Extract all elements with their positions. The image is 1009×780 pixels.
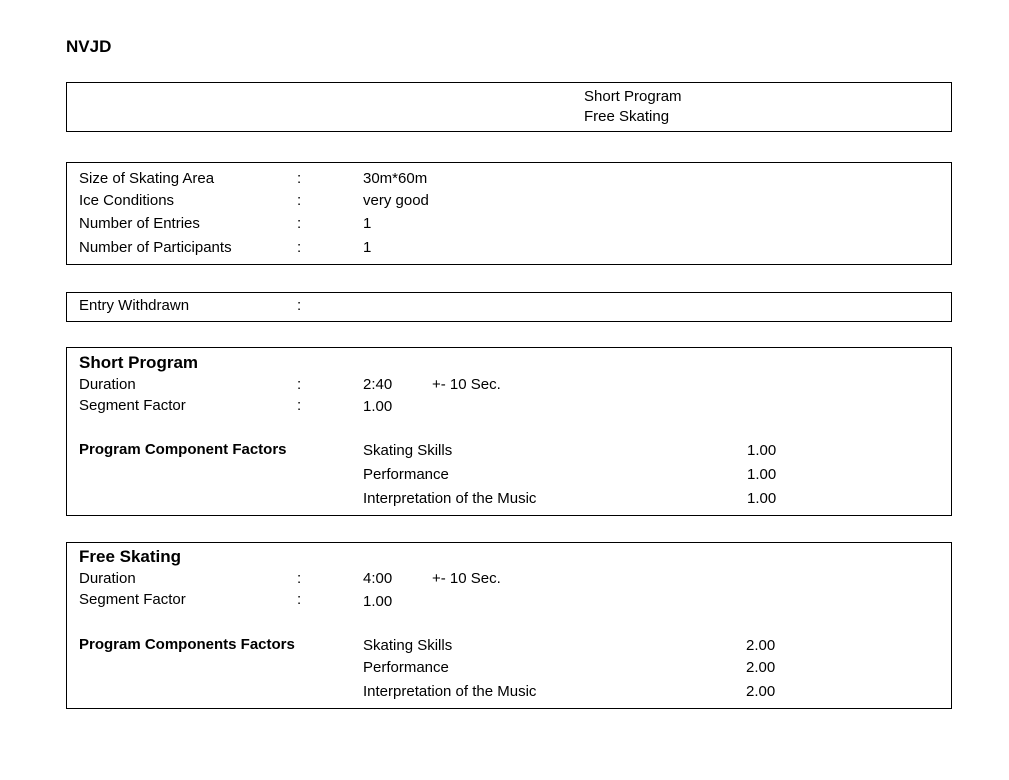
fs-component-name: Skating Skills: [363, 637, 453, 654]
sp-component-value: 1.00: [747, 490, 777, 507]
fs-component-value: 2.00: [746, 683, 776, 700]
fs-duration-tolerance: +- 10 Sec.: [432, 570, 501, 587]
sp-component-value: 1.00: [747, 442, 777, 459]
info-label: Ice Conditions: [79, 192, 175, 209]
info-separator: :: [297, 239, 302, 256]
info-value: 1: [363, 215, 372, 232]
fs-duration-value: 4:00: [363, 570, 393, 587]
info-separator: :: [297, 192, 302, 209]
info-separator: :: [297, 215, 302, 232]
withdrawn-separator: :: [297, 297, 302, 314]
info-value: 1: [363, 239, 372, 256]
info-value: 30m*60m: [363, 170, 428, 187]
sp-factor-value: 1.00: [363, 398, 393, 415]
short-program-title: Short Program: [79, 353, 199, 372]
sp-component-name: Interpretation of the Music: [363, 490, 537, 507]
fs-component-value: 2.00: [746, 637, 776, 654]
sp-component-name: Skating Skills: [363, 442, 453, 459]
info-value: very good: [363, 192, 429, 209]
sp-factor-label: Segment Factor: [79, 397, 186, 414]
page-title: NVJD: [66, 37, 112, 56]
sp-duration-tolerance: +- 10 Sec.: [432, 376, 501, 393]
free-skating-title: Free Skating: [79, 547, 182, 566]
segments-header-box: [66, 82, 952, 132]
fs-factor-value: 1.00: [363, 593, 393, 610]
withdrawn-label: Entry Withdrawn: [79, 297, 190, 314]
withdrawn-box: [66, 292, 952, 322]
sp-duration-separator: :: [297, 376, 302, 393]
header-line-short-program: Short Program: [584, 88, 682, 105]
info-label: Size of Skating Area: [79, 170, 215, 187]
sp-components-label: Program Component Factors: [79, 441, 287, 458]
sp-duration-value: 2:40: [363, 376, 393, 393]
sp-component-name: Performance: [363, 466, 449, 483]
fs-components-label: Program Components Factors: [79, 636, 295, 653]
fs-component-name: Performance: [363, 659, 449, 676]
fs-component-value: 2.00: [746, 659, 776, 676]
fs-factor-label: Segment Factor: [79, 591, 186, 608]
fs-component-name: Interpretation of the Music: [363, 683, 537, 700]
info-separator: :: [297, 170, 302, 187]
fs-duration-label: Duration: [79, 570, 136, 587]
info-label: Number of Entries: [79, 215, 200, 232]
sp-component-value: 1.00: [747, 466, 777, 483]
sp-factor-separator: :: [297, 397, 302, 414]
fs-factor-separator: :: [297, 591, 302, 608]
sp-duration-label: Duration: [79, 376, 136, 393]
fs-duration-separator: :: [297, 570, 302, 587]
header-line-free-skating: Free Skating: [584, 108, 670, 125]
info-label: Number of Participants: [79, 239, 232, 256]
